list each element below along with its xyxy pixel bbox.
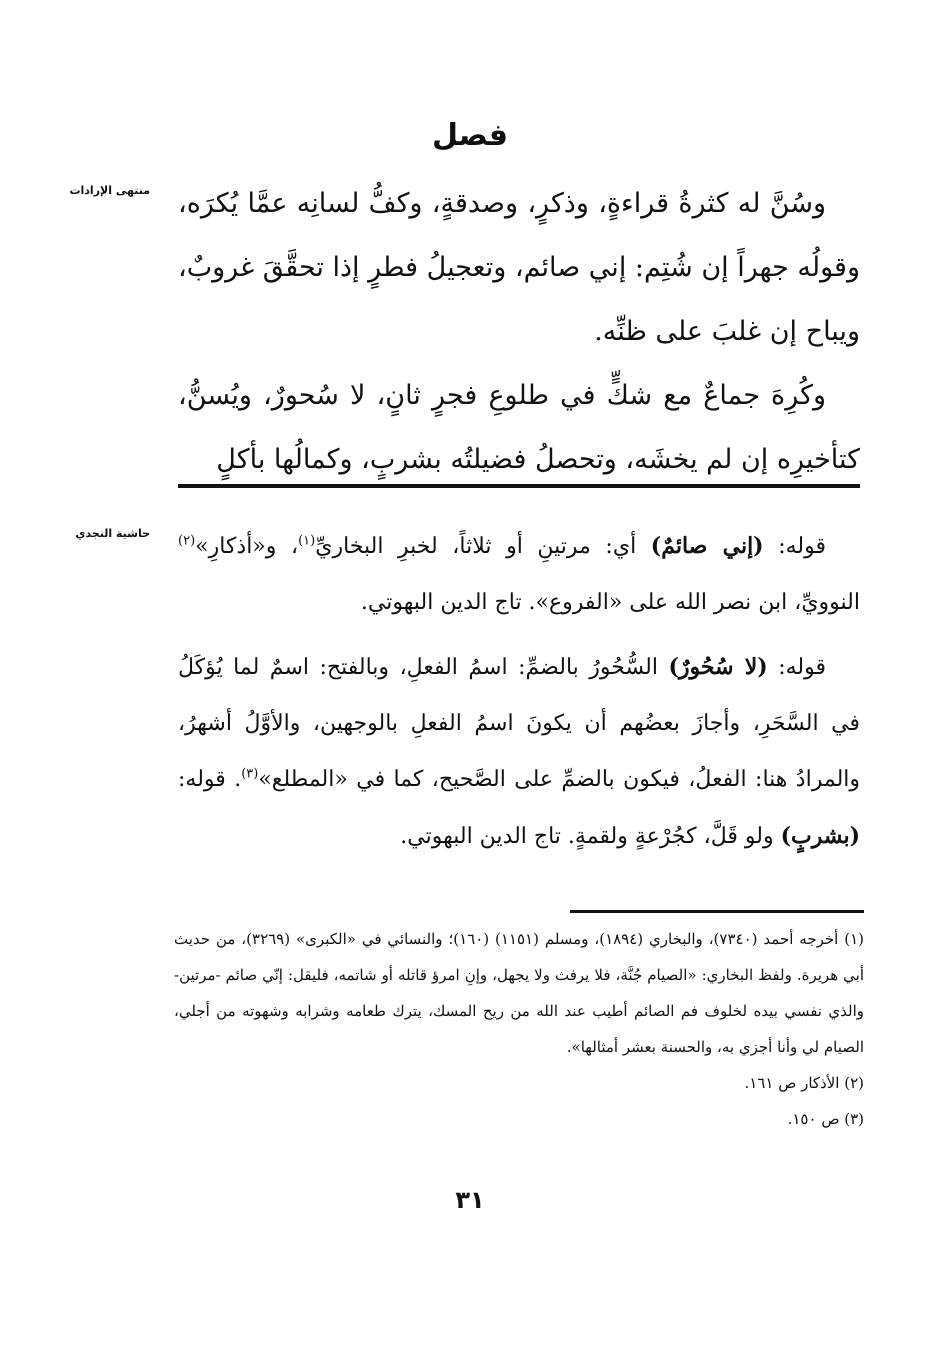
footnote-3: (٣) ص ١٥٠. <box>787 1110 864 1128</box>
main-paragraph-1: وسُنَّ له كثرةُ قراءةٍ، وذكرٍ، وصدقةٍ، وكفُّ لسانِه عمَّا يُكرَه، وقولُه جهراً إن شُتِم: إني صائم، وتعجيلُ فطرٍ إذا تحقَّقَ غروبٌ، ويباح إن غلبَ على ظنِّه. <box>178 188 860 347</box>
footnote-2: (٢) الأذكار ص ١٦١. <box>744 1074 864 1092</box>
hashiya-1-text-c: النوويِّ، ابن نصر الله على «الفروع». تاج الدين البهوتي. <box>360 590 860 615</box>
footnote-ref-2: (٢) <box>178 533 196 549</box>
lemma-bi-shurb: (بشربٍ) <box>780 823 860 849</box>
footnote-ref-1: (١) <box>298 533 316 549</box>
footnote-divider <box>570 910 864 913</box>
footnote-ref-3: (٣) <box>241 766 259 782</box>
hashiya-paragraph-2 <box>178 639 860 865</box>
lemma-inni-saim: (إني صائمٌ) <box>650 533 764 559</box>
hashiya-2-text-b: . قوله: <box>178 767 242 792</box>
hashiya-paragraph-1 <box>178 518 860 631</box>
main-text-divider <box>178 484 860 488</box>
hashiya-1-text-b: ، و«أذكارِ» <box>195 534 299 559</box>
side-label-hashiya: حاشية النجدي <box>75 527 150 540</box>
main-paragraph-2: وكُرِهَ جماعٌ مع شكٍّ في طلوعِ فجرٍ ثانٍ، لا سُحورٌ، ويُسنُّ، كتأخيرِه إن لم يخشَه، وتحصلُ فضيلتُه بشربٍ، وكمالُها بأكلٍ <box>178 380 860 475</box>
hashiya-2-text-c: ولو قَلَّ، كجُرْعةٍ ولقمةٍ. تاج الدين البهوتي. <box>400 824 774 849</box>
hashiya-1-text-a: أي: مرتينِ أو ثلاثاً، لخبرِ البخاريِّ <box>315 534 637 559</box>
hashiya-2-text-a: السُّحُورُ بالضمِّ: اسمُ الفعلِ، وبالفتح: اسمٌ لما يُؤكَلُ في السَّحَرِ، وأجازَ بعضُهم أن يكونَ اسمُ الفعلِ بالوجهين، والأوَّلُ أشهرُ، والمرادُ هنا: الفعلُ، فيكون بالضمِّ على الصَّحيح، كما في «المطلع» <box>178 655 861 792</box>
qawluhu-label: قوله: <box>778 655 826 680</box>
qawluhu-label: قوله: <box>778 534 827 559</box>
section-heading: فصل <box>432 118 508 153</box>
side-label-main-text: منتهى الإرادات <box>69 184 150 197</box>
page-number: ٣١ <box>455 1186 485 1214</box>
lemma-la-suhur: (لا سُحُورٌ) <box>668 654 768 680</box>
main-text <box>178 172 860 492</box>
footnote-1: (١) أخرجه أحمد (٧٣٤٠)، والبخاري (١٨٩٤)، ومسلم (١١٥١) (١٦٠)؛ والنسائي في «الكبرى» (٣٢٦٩)، من حديث أبي هريرة. ولفظ البخاري: «الصيام جُنَّة، فلا يرفث ولا يجهل، وإنِ امرؤ قاتله أو شاتمه، فليقل: إنّي صائم -مرتين- والذي نفسي بيده لخلوف فم الصائم أطيب عند الله من ريح المسك، يترك طعامه وشرابه وشهوته من أجلي، الصيام لي وأنا أجزي به، والحسنة بعشر أمثالها». <box>174 930 864 1056</box>
footnotes <box>174 921 864 1137</box>
hashiya-text <box>178 518 860 865</box>
